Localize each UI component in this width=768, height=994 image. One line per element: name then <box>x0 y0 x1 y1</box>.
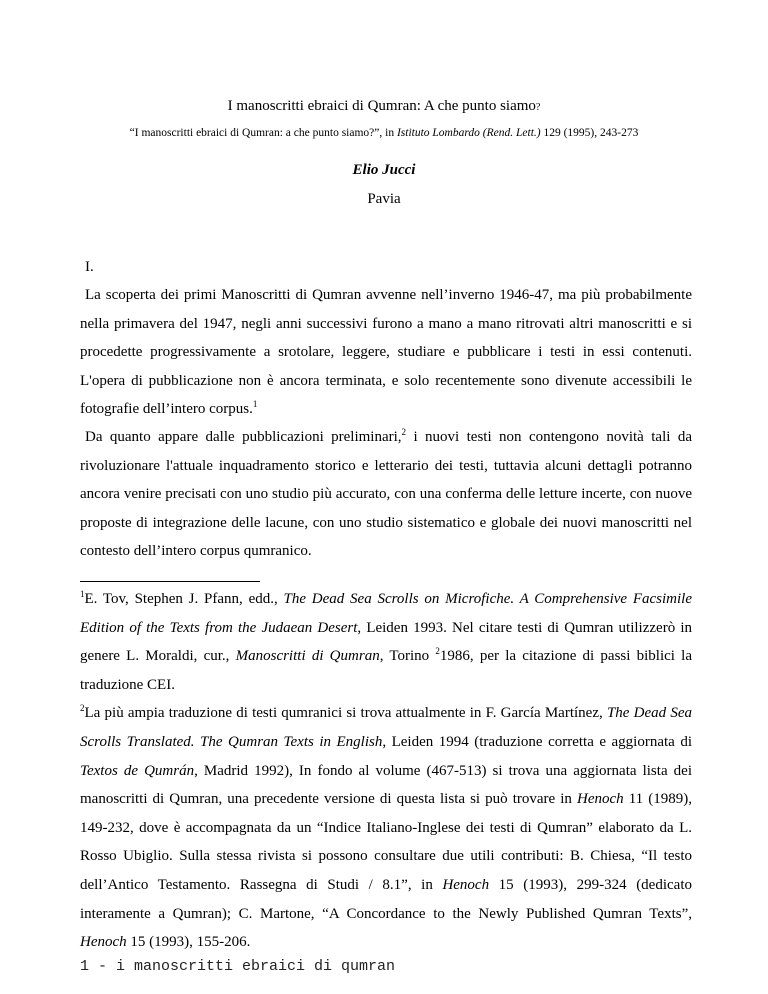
document-title: I manoscritti ebraici di Qumran: A che punto siamo? <box>227 98 541 114</box>
footnote-number-1: 1 <box>80 589 85 599</box>
journal-name: Istituto Lombardo (Rend. Lett.) <box>396 127 541 139</box>
title-question-mark: ? <box>535 102 541 113</box>
edition-number: 2 <box>435 646 440 657</box>
footnotes <box>80 585 692 957</box>
citation-line: “I manoscritti ebraici di Qumran: a che punto siamo?”, in Istituto Lombardo (Rend. Lett.) 129 (1995), 243-273 <box>129 127 639 139</box>
footnote-ref-1[interactable]: 1 <box>252 399 258 410</box>
footnote-ref-2[interactable]: 2 <box>401 427 407 438</box>
footnote-1: $^1$E. Tov, Stephen J. Pfann, edd., The Dead Sea Scrolls on Microfiche. A Comprehensive Facsimile Edition of the Texts from the Judaean Desert, Leiden 1993. Nel citare testi di Qumran utilizzerò in genere L. Moraldi, cur., Manoscritti di Qumran, Torino $^2$1986, per la citazione di passi biblici la traduzione CEI. <box>80 589 693 693</box>
page-footer: 1 - i manoscritti ebraici di qumran <box>80 958 396 975</box>
paragraph-1: La scoperta dei primi Manoscritti di Qumran avvenne nell’inverno 1946-47, ma più probabilmente nella primavera del 1947, negli anni successivi furono a mano a mano ritrovati altri manoscritti e si procedette progressivamente a srotolare, leggere, studiare e pubblicare i testi in essi contenuti. L'opera di pubblicazione non è ancora terminata, e solo recentemente sono divenute accessibili le fotografie dell’intero corpus.$^1$ <box>80 287 692 418</box>
body-text <box>80 253 692 565</box>
footnote-number-2: 2 <box>80 703 85 714</box>
footnote-2: $^2$La più ampia traduzione di testi qumranici si trova attualmente in F. García Martínez, The Dead Sea Scrolls Translated. The Qumran Texts in English, Leiden 1994 (traduzione corretta e aggiornata di Textos de Qumrán, Madrid 1992), In fondo al volume (467-513) si trova una aggiornata lista dei manoscritti di Qumran, una precedente versione di questa lista si può trovare in Henoch 11 (1989), 149-232, dove è accompagnata da un “Indice Italiano-Inglese dei testi di Qumran” elaborato da L. Rosso Ubiglio. Sulla stessa rivista si possono consultare due utili contributi: B. Chiesa, “Il testo dell’Antico Testamento. Rassegna di Studi / 8.1”, in Henoch 15 (1993), 299-324 (dedicato interamente a Qumran); C. Martone, “A Concordance to the Newly Published Qumran Texts”, Henoch 15 (1993), 155-206. <box>80 703 692 951</box>
section-heading: I. <box>85 259 94 275</box>
paragraph-2: Da quanto appare dalle pubblicazioni preliminari,$^2$ i nuovi testi non contengono novità tali da rivoluzionare l'attuale inquadramento storico e letterario dei testi, tuttavia alcuni dettagli potranno ancora venire precisati con uno studio più accurato, con una conferma delle letture incerte, con nuove proposte di integrazione delle lacune, con uno studio sistematico e globale dei nuovi manoscritti nel contesto dell’intero corpus qumranico. <box>80 427 692 560</box>
author-name: Elio Jucci <box>352 162 416 178</box>
author-place: Pavia <box>367 191 401 207</box>
footnote-separator <box>80 581 260 582</box>
